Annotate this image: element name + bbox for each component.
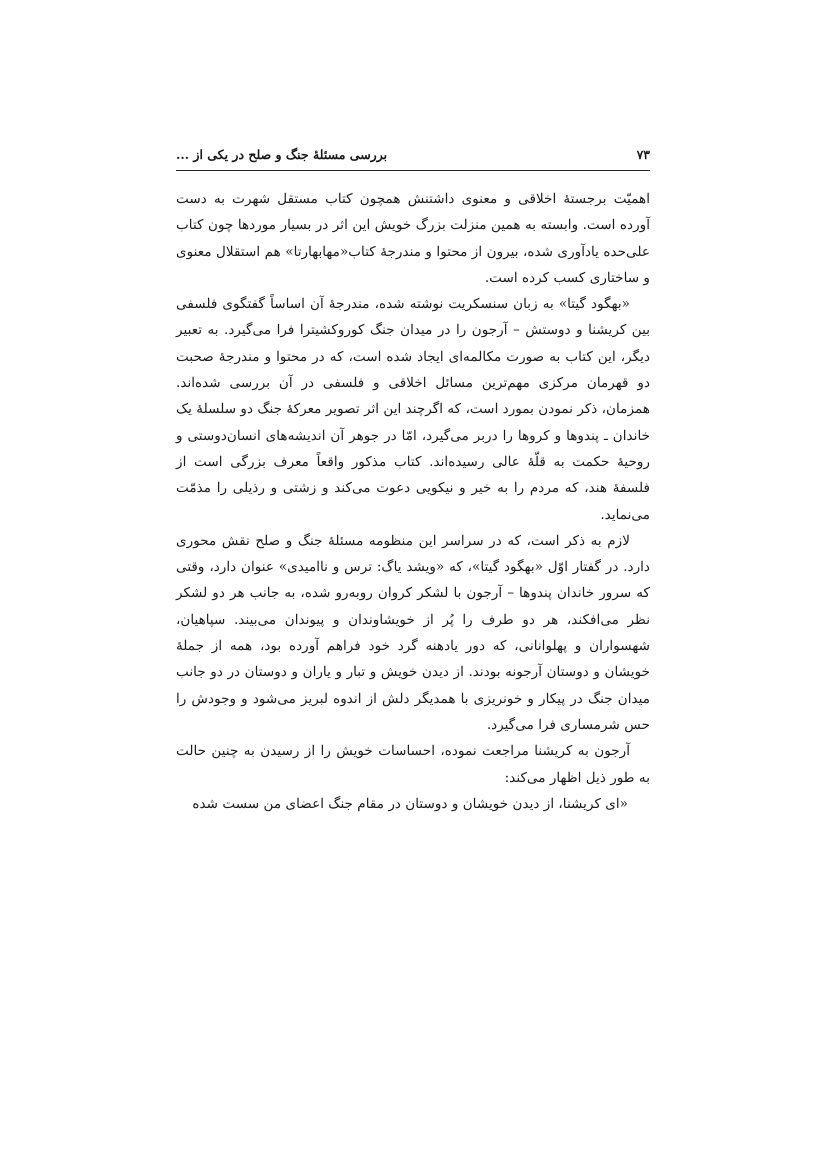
body-text	[176, 186, 650, 817]
running-head	[176, 144, 650, 166]
paragraph-war-and-peace: لازم به ذکر است، که در سراسر این منظومه مسئلۀ جنگ و صلح نقش محوری دارد. در گفتار اوّل «بهگود گیتا»، که «ویشد یاگ: ترس و ناامیدی» عنوان دارد، وقتی که سرور خاندان پندوها – آرجون با لشکر کروان روبه‌رو شده، به جانب هر دو لشکر نظر می‌افکند، هر دو طرف را پُر از خویشاوندان و پیوندان می‌بیند. سپاهیان، شهسواران و پهلوانانی، که دور یادهنه گرد خود فراهم آورده بود، همه از جملۀ خویشان و دوستان آرجونه بودند. از دیدن خویش و تبار و یاران و دوستان در دو جانب میدان جنگ در پیکار و خونریزی با همدیگر دلش از اندوه لبریز می‌شود و وجودش را حس شرمساری فرا می‌گیرد.	[176, 532, 650, 733]
header-divider	[176, 170, 650, 171]
page-number: ۷۳	[636, 147, 650, 162]
quoted-verse-line: «ای کریشنا، از دیدن خویشان و دوستان در مقام جنگ اعضای من سست شده	[192, 795, 628, 812]
paragraph-continuation: اهمیّت برجستۀ اخلاقی و معنوی داشتنش همچون کتاب مستقل شهرت به دست آورده است. وابسته به همین منزلت بزرگ خویش این اثر در بسیار موردها چون کتاب علی‌حده یادآوری شده، بیرون از محتوا و مندرجۀ کتاب«مهابهارتا» هم استقلال معنوی و ساختاری کسب کرده است.	[176, 191, 650, 286]
running-title: بررسی مسئلۀ جنگ و صلح در یکی از ...	[176, 147, 388, 162]
paragraph-bhagavad-gita: «بهگود گیتا» به زبان سنسکریت نوشته شده، مندرجۀ آن اساساً گفتگوی فلسفی بین کریشنا و دوستش – آرجون را در میدان جنگ کوروکشیترا فرا می‌گیرد. به تعبیر دیگر، این کتاب به صورت مکالمه‌ای ایجاد شده است، که در محتوا و مندرجۀ صحبت دو قهرمان مرکزی مهم‌ترین مسائل اخلاقی و فلسفی در آن بررسی شده‌اند. همزمان، ذکر نمودن بمورد است، که اگرچند این اثر تصویر معرکۀ جنگ دو سلسلۀ یک خاندان ـ پندوها و کروها را دربر می‌گیرد، امّا در جوهر آن اندیشه‌های انسان‌دوستی و روحیۀ حکمت به قلّۀ عالی رسیده‌اند. کتاب مذکور واقعاً معرف بزرگی است از فلسفۀ هند، که مردم را به خیر و نیکویی دعوت می‌کند و زشتی و رذیلی را مذمّت می‌نماید.	[176, 296, 650, 523]
paragraph-arjuna-address: آرجون به کریشنا مراجعت نموده، احساسات خویش را از رسیدن به چنین حالت به طور ذیل اظهار می‌کند:	[176, 743, 650, 786]
